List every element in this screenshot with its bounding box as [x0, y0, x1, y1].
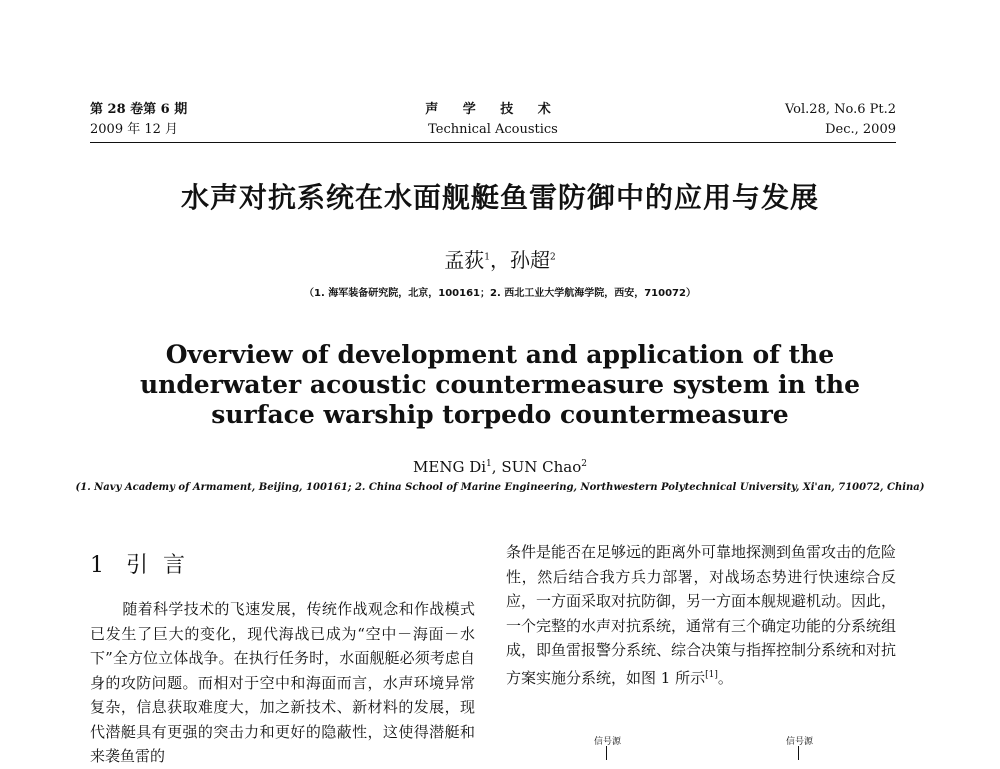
volume-issue: 第 28 卷第 6 期 [90, 102, 188, 117]
section-heading [90, 548, 475, 579]
journal-name [90, 100, 896, 140]
body-text-left: 随着科学技术的飞速发展，传统作战观念和作战模式已发生了巨大的变化，现代海战已成为“空中－海面－水下”全方位立体战争。在执行任务时，水面舰艇必须考虑自身的攻防问题。而相对于空中和海面而言，水声环境异常复杂，信息获取难度大，加之新技术、新材料的发展，现代潜艇具有更强的突击力和更好的隐蔽性，这使得潜艇和来袭鱼雷的 [90, 600, 475, 765]
figure-label-signal-source-right: 信号源 [786, 737, 814, 747]
author-separator-en: , [491, 458, 502, 476]
issue-date-en: Dec., 2009 [825, 122, 896, 137]
author-2-en: SUN Chao [501, 458, 582, 476]
journal-name-en: Technical Acoustics [428, 122, 558, 137]
affiliation-cn: （1. 海军装备研究院，北京，100161；2. 西北工业大学航海学院，西安，710072） [304, 288, 696, 299]
figure-connector-right [798, 746, 799, 760]
volume-issue-en: Vol.28, No.6 Pt.2 [784, 102, 896, 117]
author-1-affil-mark-en: 1 [486, 459, 492, 469]
journal-name-cn: 声 学 技 术 [425, 102, 561, 117]
header-rule [90, 142, 896, 143]
figure-1 [506, 734, 896, 760]
author-1-affil-mark: 1 [484, 252, 490, 263]
left-column [90, 548, 475, 769]
authors-cn [0, 244, 1000, 273]
section-number: 1 [90, 553, 108, 578]
citation-1: [1] [705, 669, 718, 680]
body-text-right: 条件是能否在足够远的距离外可靠地探测到鱼雷攻击的危险性，然后结合我方兵力部署，对战场态势进行快速综合反应，一方面采取对抗防御，另一方面本舰规避机动。因此，一个完整的水声对抗系统，通常有三个确定功能的分系统组成，即鱼雷报警分系统、综合决策与指挥控制分系统和对抗方案实施分系统，如图 1 所示 [506, 543, 897, 687]
figure-label-signal-source-left: 信号源 [594, 737, 622, 747]
author-2-affil-mark-en: 2 [581, 459, 587, 469]
sentence-end: 。 [717, 668, 733, 687]
running-header [90, 100, 896, 142]
author-1-cn: 孟荻 [444, 248, 485, 272]
paper-title-cn: 水声对抗系统在水面舰艇鱼雷防御中的应用与发展 [180, 181, 819, 214]
author-2-cn: 孙超 [510, 248, 550, 272]
author-separator: ， [490, 248, 510, 272]
body-paragraph-left [90, 597, 475, 769]
body-paragraph-right [506, 540, 896, 690]
authors-en [0, 458, 1000, 476]
journal-issue-en [785, 100, 896, 140]
figure-connector-left [606, 746, 607, 760]
section-title: 引 言 [126, 553, 189, 578]
affiliation-en: (1. Navy Academy of Armament, Beijing, 100161; 2. China School of Marine Engineering, Northwestern Polytechnical University, Xi'an, 710072, China) [75, 482, 925, 493]
issue-date: 2009 年 12 月 [90, 122, 179, 137]
paper-title-en: Overview of development and application of the underwater acoustic countermeasure system in the surface warship torpedo countermeasure [139, 340, 861, 429]
author-2-affil-mark: 2 [550, 252, 556, 263]
author-1-en: MENG Di [413, 458, 487, 476]
right-column [506, 540, 896, 690]
